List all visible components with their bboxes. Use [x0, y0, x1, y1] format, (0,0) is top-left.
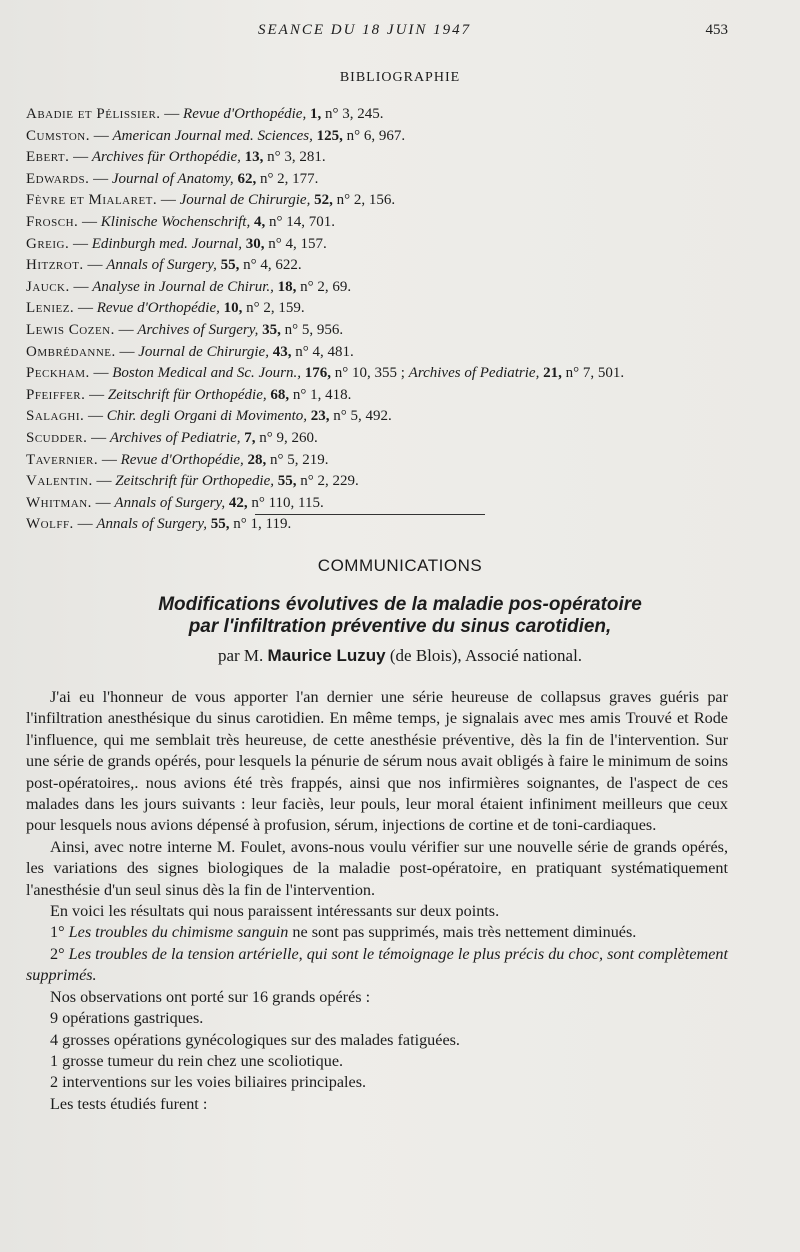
entry-issue-pages: n° 6, 967. [346, 127, 406, 144]
bibliography-entry: Salaghi. — Chir. degli Organi di Movimento, 23, n° 5, 492. [26, 408, 392, 425]
list-item: 9 opérations gastriques. [50, 1009, 204, 1028]
author-name: Maurice Luzuy [267, 646, 386, 665]
entry-volume: 35, [262, 321, 281, 338]
bibliography-entry: Greig. — Edinburgh med. Journal, 30, n° 4, 157. [26, 235, 327, 252]
entry-volume: 43, [272, 343, 292, 360]
entry-volume: 21, [543, 365, 562, 382]
entry-volume: 55, [220, 257, 240, 274]
paragraph: Ainsi, avec notre interne M. Foulet, avons-nous voulu vérifier sur une nouvelle série de grands opérés, les variations des signes biologiques de la maladie post-opératoire, en pratiquant systématiquement l'anesthésie d'un seul sinus dès la fin de l'intervention. [26, 837, 728, 899]
entry-author: Salaghi. [26, 408, 85, 425]
point-emphasis: Les troubles du chimisme sanguin [68, 923, 289, 942]
paragraph: J'ai eu l'honneur de vous apporter l'an dernier une série heureuse de collapsus graves guéris par l'infiltration anesthésique du sinus carotidien. En même temps, je signalais avec mes amis Trouvé et Rode l'influence, qui me semblait très heureuse, de cette anesthésie préventive, dès la fin de l'intervention. Sur une série de grands opérés, pour lesquels la pénurie de sérum nous avait obligés à faire le minimum de soins post-opératoires,. nous avions été très frappés, ainsi que nos infirmières soignantes, de l'aspect de ces malades dans les jours suivants : leur faciès, leur pouls, leur moral étaient infiniment meilleurs que ceux pour lesquels nous avions dépensé à profusion, sérum, injections de cortine et de toni-cardiaques. [26, 688, 728, 835]
entry-journal: American Journal med. Sciences, [112, 127, 313, 144]
list-item: 2 interventions sur les voies biliaires principales. [50, 1073, 367, 1092]
entry-journal: Archives of Pediatrie, [408, 365, 540, 382]
running-title: SEANCE DU 18 JUIN 1947 [258, 22, 472, 38]
bibliography-entry: Hitzrot. — Annals of Surgery, 55, n° 4, 622. [26, 257, 302, 274]
bibliography-entry: Ebert. — Archives für Orthopédie, 13, n° 3, 281. [26, 149, 326, 166]
entry-volume: 7, [244, 429, 256, 446]
point-number: 2° [50, 944, 65, 963]
entry-author: Hitzrot. [26, 257, 84, 274]
bibliography-entry: Abadie et Pélissier. — Revue d'Orthopédie, 1, n° 3, 245. [26, 106, 384, 122]
entry-volume: 62, [237, 170, 257, 187]
entry-author: Ebert. [26, 149, 70, 166]
entry-issue-pages: n° 2, 229. [300, 473, 359, 490]
entry-issue-pages: n° 3, 281. [267, 149, 326, 166]
entry-issue-pages: n° 2, 159. [246, 300, 305, 317]
entry-journal: Journal de Chirurgie, [179, 192, 311, 209]
entry-issue-pages: n° 10, 355 ; [334, 365, 405, 382]
entry-issue-pages: n° 5, 219. [270, 451, 329, 468]
entry-journal: Archives of Pediatrie, [109, 429, 241, 446]
entry-journal: Analyse in Journal de Chirur., [92, 278, 274, 295]
communications-heading: COMMUNICATIONS [317, 556, 483, 575]
entry-volume: 125, [316, 127, 343, 144]
bibliography-entry: Whitman. — Annals of Surgery, 42, n° 110, 115. [26, 494, 324, 511]
entry-journal: Revue d'Orthopédie, [96, 300, 220, 317]
bibliography-entry: Fèvre et Mialaret. — Journal de Chirurgie, 52, n° 2, 156. [26, 192, 396, 209]
entry-journal: Zeitschrift für Orthopédie, [107, 386, 267, 403]
entry-issue-pages: n° 5, 492. [333, 408, 392, 425]
entry-journal: Archives of Surgery, [137, 321, 259, 338]
entry-author: Tavernier. [26, 451, 99, 468]
entry-issue-pages: n° 2, 177. [259, 170, 319, 187]
entry-author: Cumston. [26, 127, 91, 144]
bibliography-entry: Pfeiffer. — Zeitschrift für Orthopédie, 68, n° 1, 418. [26, 386, 352, 403]
entry-issue-pages: n° 3, 245. [324, 106, 384, 122]
bibliography-entry: Frosch. — Klinische Wochenschrift, 4, n° 14, 701. [26, 213, 335, 230]
entry-journal: Zeitschrift für Orthopedie, [115, 473, 274, 490]
entry-issue-pages: n° 110, 115. [251, 494, 324, 511]
article-title [0, 594, 800, 638]
bibliography-entry: Cumston. — American Journal med. Sciences, 125, n° 6, 967. [26, 127, 406, 144]
entry-volume: 55, [277, 473, 297, 490]
point-emphasis: Les troubles de la tension artérielle, qui sont le témoignage le plus précis du choc, sont complètement supprimés. [26, 944, 729, 985]
entry-author: Fèvre et Mialaret. [26, 192, 158, 209]
entry-issue-pages: n° 4, 622. [243, 257, 302, 274]
entry-author: Edwards. [26, 170, 90, 187]
bibliography-entry: Edwards. — Journal of Anatomy, 62, n° 2, 177. [26, 170, 319, 187]
bibliography-entry: Lewis Cozen. — Archives of Surgery, 35, n° 5, 956. [26, 321, 344, 338]
entry-volume: 4, [253, 213, 266, 230]
entry-journal: Chir. degli Organi di Movimento, [106, 408, 308, 425]
entry-author: Whitman. [26, 494, 92, 511]
entry-issue-pages: n° 7, 501. [565, 365, 625, 382]
entry-journal: Annals of Surgery, [106, 257, 217, 274]
entry-volume: 42, [228, 494, 248, 511]
entry-volume: 55, [210, 516, 230, 533]
entry-author: Scudder. [26, 429, 88, 446]
entry-volume: 10, [223, 300, 243, 317]
paragraph-point-2 [26, 944, 728, 987]
byline [0, 646, 800, 666]
bibliography-entry: Valentin. — Zeitschrift für Orthopedie, 55, n° 2, 229. [26, 473, 359, 490]
entry-journal: Revue d'Orthopédie, [120, 451, 244, 468]
entry-author: Valentin. [26, 473, 93, 490]
entry-volume: 30, [245, 235, 265, 252]
bibliography-entry: Ombrédanne. — Journal de Chirurgie, 43, n° 4, 481. [26, 343, 354, 360]
paragraph: Les tests étudiés furent : [50, 1094, 208, 1113]
entry-author: Leniez. [26, 300, 75, 317]
entry-author: Peckham. [26, 365, 90, 382]
paragraph: En voici les résultats qui nous paraissent intéressants sur deux points. [50, 902, 500, 921]
entry-issue-pages: n° 1, 418. [292, 386, 352, 403]
entry-journal: Annals of Surgery, [114, 494, 226, 511]
entry-issue-pages: n° 4, 157. [268, 235, 327, 252]
page-number: 453 [705, 22, 728, 38]
entry-issue-pages: n° 1, 119. [233, 516, 292, 533]
entry-issue-pages: n° 4, 481. [295, 343, 354, 360]
byline-prefix: par M. [217, 646, 264, 665]
entry-author: Greig. [26, 235, 70, 252]
paragraph-point-1 [26, 922, 728, 943]
section-divider [255, 514, 485, 515]
article-body [26, 687, 728, 1115]
bibliography-entry: Leniez. — Revue d'Orthopédie, 10, n° 2, 159. [26, 300, 305, 317]
entry-issue-pages: n° 2, 156. [336, 192, 396, 209]
article-title-line-2: par l'infiltration préventive du sinus carotidien, [188, 616, 612, 637]
entry-issue-pages: n° 2, 69. [300, 278, 352, 295]
entry-volume: 176, [304, 365, 331, 382]
entry-journal: Archives für Orthopédie, [91, 149, 241, 166]
bibliography-entry: Jauck. — Analyse in Journal de Chirur., 18, n° 2, 69. [26, 278, 352, 295]
entry-volume: 13, [244, 149, 264, 166]
entry-volume: 23, [310, 408, 330, 425]
entry-author: Jauck. [26, 278, 70, 295]
entry-author: Wolff. [26, 516, 74, 533]
entry-issue-pages: n° 9, 260. [259, 429, 318, 446]
entry-journal: Revue d'Orthopédie, [183, 106, 307, 122]
entry-author: Frosch. [26, 213, 79, 230]
entry-volume: 1, [309, 106, 322, 122]
bibliography-list [26, 104, 736, 536]
entry-journal: Journal of Anatomy, [111, 170, 234, 187]
bibliography-entry: Peckham. — Boston Medical and Sc. Journ., 176, n° 10, 355 ; Archives of Pediatrie, 21, n° 7, 501. [26, 365, 625, 382]
bibliography-entry: Tavernier. — Revue d'Orthopédie, 28, n° 5, 219. [26, 451, 329, 468]
entry-journal: Edinburgh med. Journal, [91, 235, 243, 252]
entry-volume: 28, [247, 451, 267, 468]
entry-author: Pfeiffer. [26, 386, 86, 403]
list-item: 4 grosses opérations gynécologiques sur des malades fatiguées. [50, 1030, 460, 1049]
entry-journal: Annals of Surgery, [96, 516, 208, 533]
bibliography-heading: BIBLIOGRAPHIE [339, 70, 461, 85]
point-text: ne sont pas supprimés, mais très nettement diminués. [292, 923, 637, 942]
entry-volume: 52, [314, 192, 333, 209]
entry-issue-pages: n° 5, 956. [284, 321, 344, 338]
byline-suffix: (de Blois), Associé national. [389, 646, 583, 665]
entry-author: Lewis Cozen. [26, 321, 115, 338]
bibliography-entry: Scudder. — Archives of Pediatrie, 7, n° 9, 260. [26, 429, 318, 446]
entry-author: Abadie et Pélissier. [26, 106, 161, 122]
entry-journal: Boston Medical and Sc. Journ., [112, 365, 301, 382]
page-header [0, 22, 800, 46]
entry-journal: Journal de Chirurgie, [138, 343, 269, 360]
point-number: 1° [50, 923, 65, 942]
entry-journal: Klinische Wochenschrift, [100, 213, 251, 230]
entry-volume: 18, [277, 278, 297, 295]
list-item: 1 grosse tumeur du rein chez une scoliotique. [50, 1051, 344, 1070]
paragraph: Nos observations ont porté sur 16 grands opérés : [50, 987, 371, 1006]
entry-author: Ombrédanne. [26, 343, 116, 360]
entry-issue-pages: n° 14, 701. [268, 213, 335, 230]
bibliography-entry: Wolff. — Annals of Surgery, 55, n° 1, 119. [26, 516, 292, 533]
article-title-line-1: Modifications évolutives de la maladie pos-opératoire [158, 594, 642, 615]
entry-volume: 68, [270, 386, 290, 403]
